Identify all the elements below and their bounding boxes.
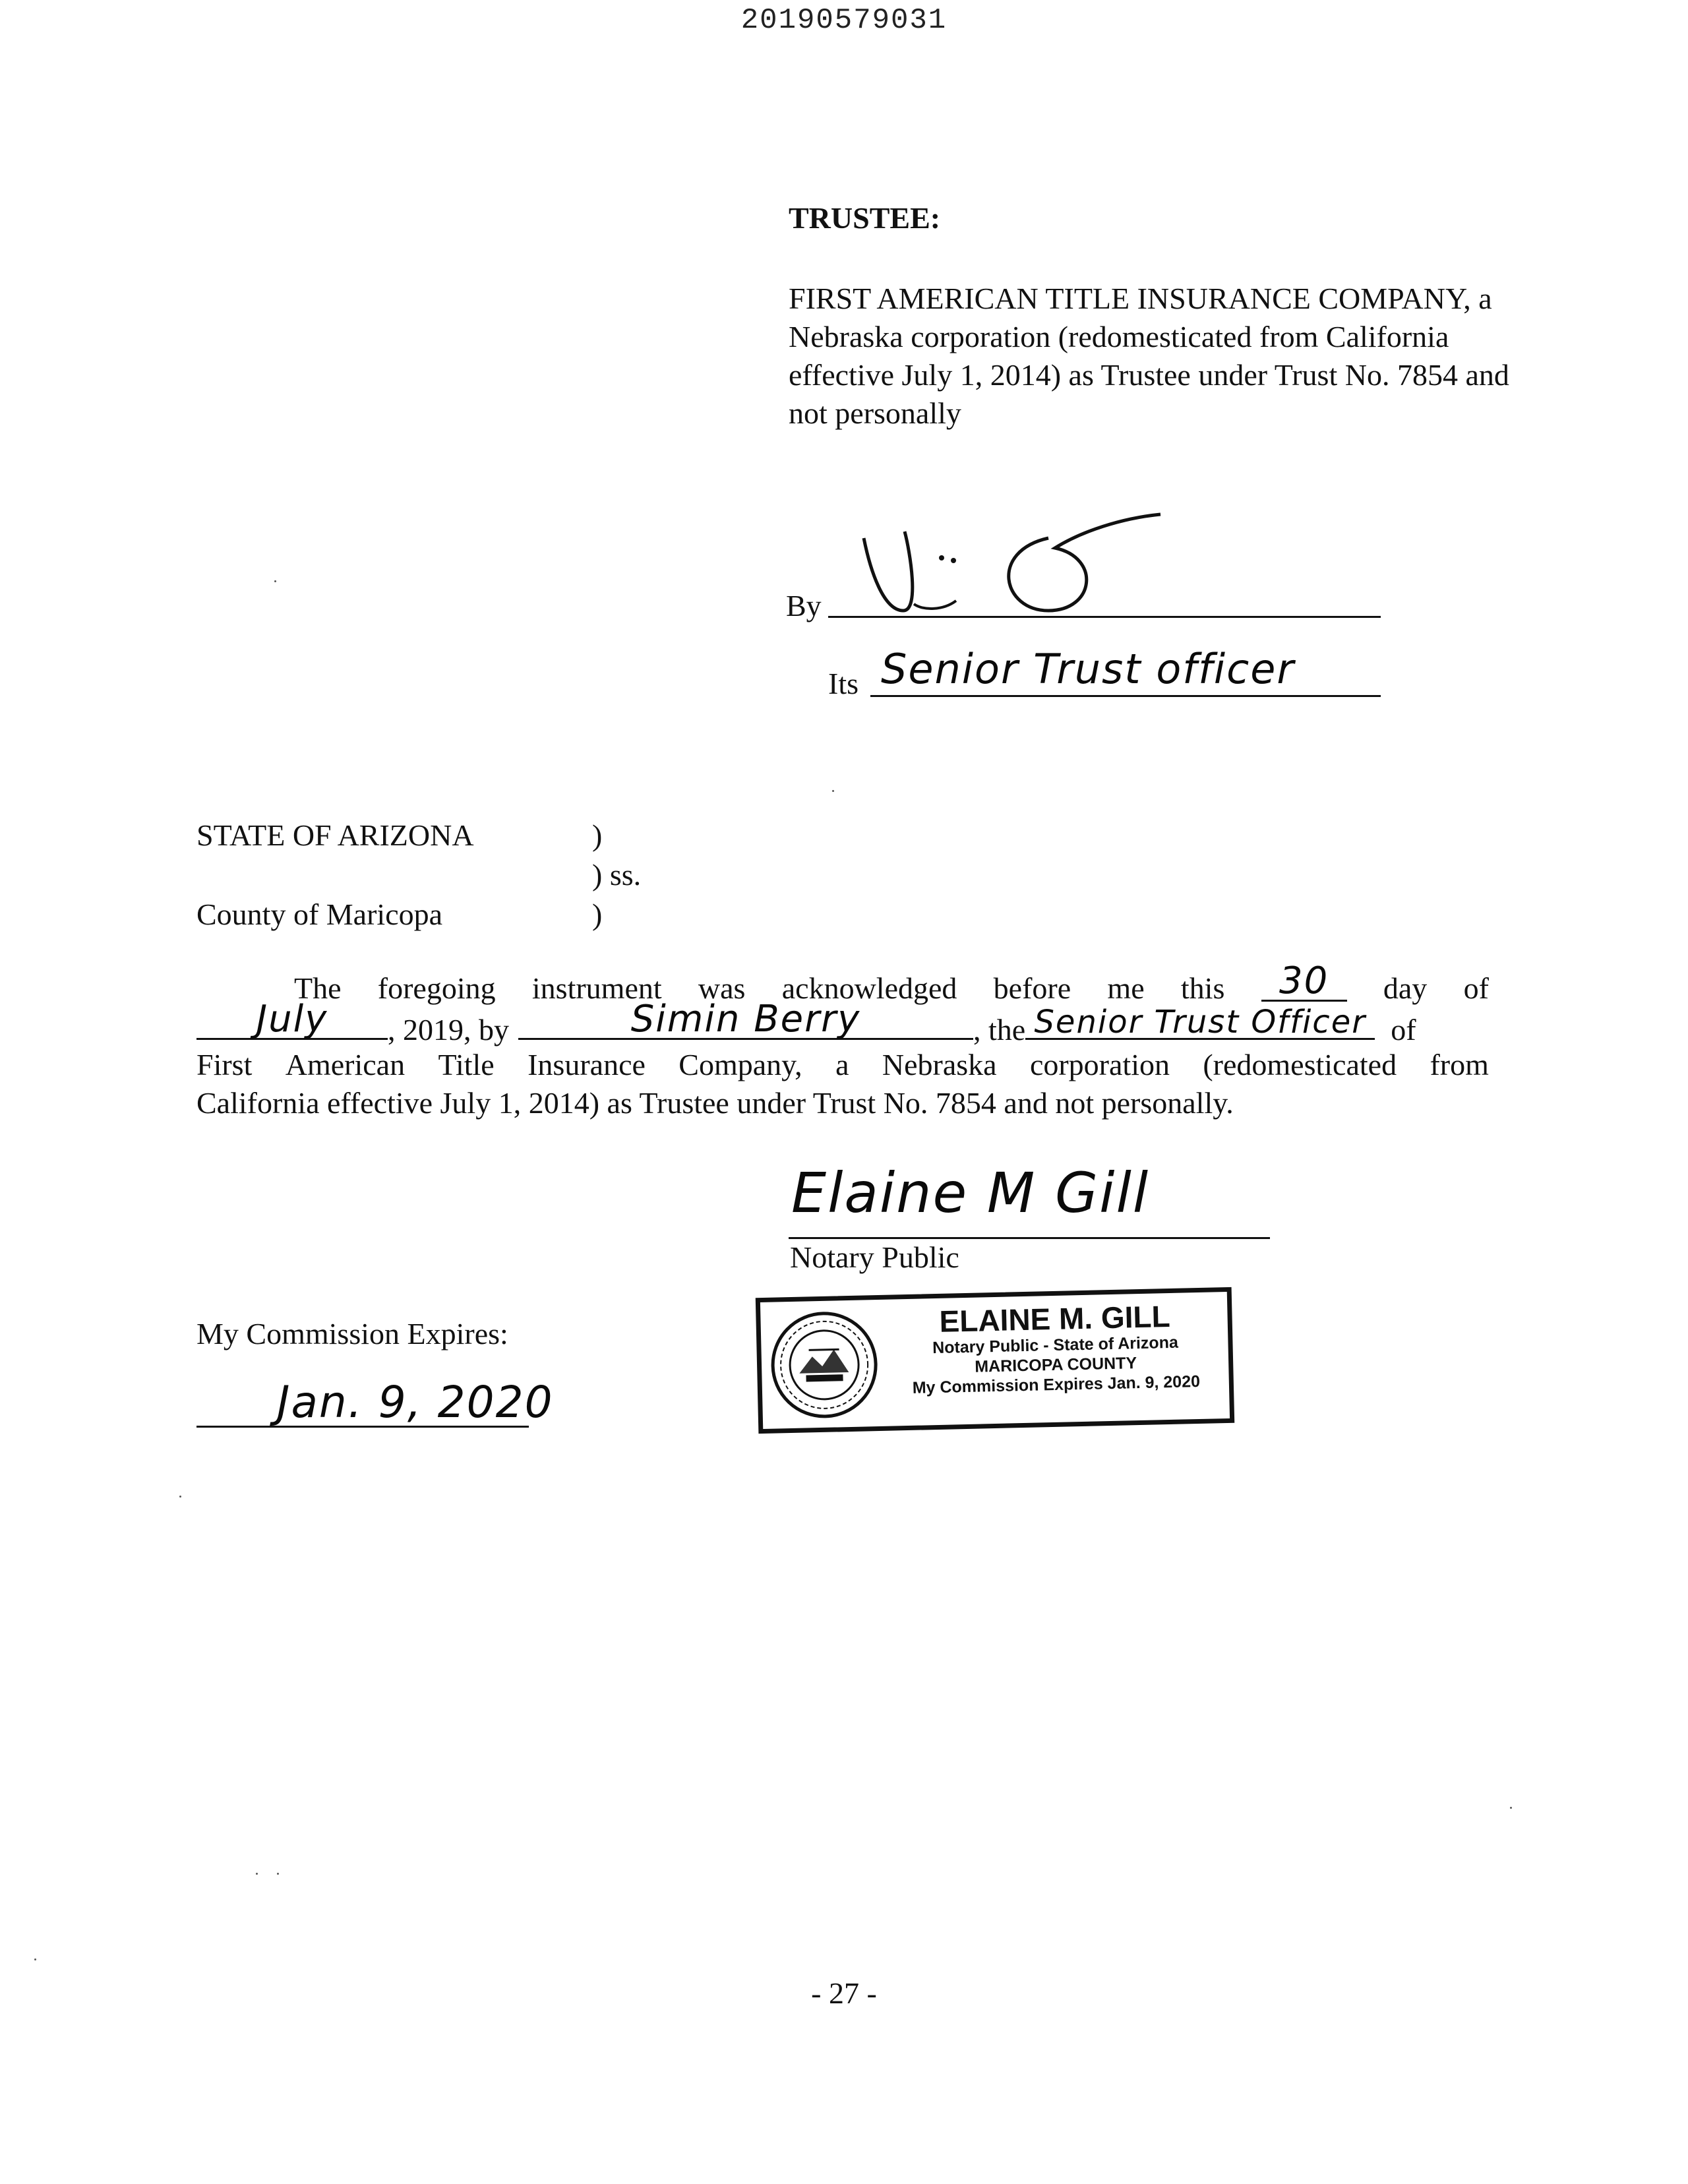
trustee-heading: TRUSTEE: [789,201,941,235]
commission-date-handwritten: Jan. 9, 2020 [277,1377,554,1428]
ack-word: day [1383,971,1428,1005]
ack-word: First [196,1048,253,1081]
day-blank [1261,959,1347,1002]
ack-year-text: , 2019, by [388,1013,509,1046]
ack-word: was [698,971,746,1005]
ack-word: me [1107,971,1145,1005]
day-handwritten: 30 [1279,959,1329,1002]
scan-speck [832,790,834,792]
signer-handwritten: Simin Berry [630,998,861,1041]
ack-of-text: of [1391,1013,1416,1046]
scan-speck [179,1496,181,1498]
title-blank [1025,1004,1375,1041]
venue-state: STATE OF ARIZONA [196,818,474,852]
scan-speck [277,1873,279,1875]
stamp-notary-name: ELAINE M. GILL [938,1298,1171,1339]
by-signature-line [828,616,1381,618]
ack-word: (redomesticated [1203,1048,1397,1081]
ack-word: corporation [1029,1048,1170,1081]
venue-county: County of Maricopa [196,897,443,931]
scan-speck [34,1958,36,1960]
document-number: 20190579031 [740,4,948,37]
notary-signature-line [789,1237,1270,1239]
ack-word: Nebraska [882,1048,997,1081]
commission-expires-label: My Commission Expires: [196,1317,508,1350]
ack-word: acknowledged [781,971,957,1005]
venue-ss: ) ss. [592,858,642,892]
ack-word: a [835,1048,849,1081]
commission-date-line [196,1426,529,1428]
stamp-line: MARICOPA COUNTY [974,1354,1137,1376]
acknowledgment-line-3 [196,1047,1489,1082]
its-title-handwritten: Senior Trust officer [881,645,1295,693]
its-title-line [870,695,1381,697]
ack-the-text: , the [973,1013,1026,1046]
scan-speck [274,580,276,582]
ack-word: foregoing [377,971,496,1005]
scan-speck [1510,1807,1512,1809]
title-handwritten: Senior Trust Officer [1034,1004,1366,1041]
notary-stamp [756,1287,1234,1434]
month-blank [196,998,388,1041]
acknowledgment-line-2 [196,998,1489,1047]
ack-word: before [993,971,1071,1005]
scan-speck [256,1873,258,1875]
notary-signature: Elaine M Gill [791,1161,1150,1225]
arizona-seal-icon [768,1309,880,1421]
ack-word: of [1463,971,1489,1005]
ack-word: instrument [531,971,662,1005]
ack-word: Insurance [528,1048,646,1081]
month-handwritten: July [256,998,328,1041]
signer-blank [518,998,973,1041]
acknowledgment-line-4: California effective July 1, 2014) as Trustee under Trust No. 7854 and not personally. [196,1086,1234,1120]
ack-word: Title [438,1048,495,1081]
notary-public-label: Notary Public [790,1240,959,1274]
ack-word: from [1430,1048,1489,1081]
venue-paren: ) [592,897,603,931]
page-number: - 27 - [811,1976,877,2010]
stamp-line: Notary Public - State of Arizona [932,1333,1179,1358]
stamp-line: My Commission Expires Jan. 9, 2020 [912,1372,1201,1397]
trustee-signature [857,512,1174,624]
ack-word: The [294,971,342,1005]
venue-paren: ) [592,818,603,852]
ack-word: American [285,1048,406,1081]
stamp-text-block [889,1298,1221,1398]
trustee-name: FIRST AMERICAN TITLE INSURANCE COMPANY, a Nebraska corporation (redomesticated from California effective July 1, 2014) as Trustee under Trust No. 7854 and not personally [789,282,1509,430]
ack-word: this [1180,971,1225,1005]
its-label: Its [828,667,859,700]
by-label: By [786,589,822,622]
ack-word: Company, [678,1048,802,1081]
